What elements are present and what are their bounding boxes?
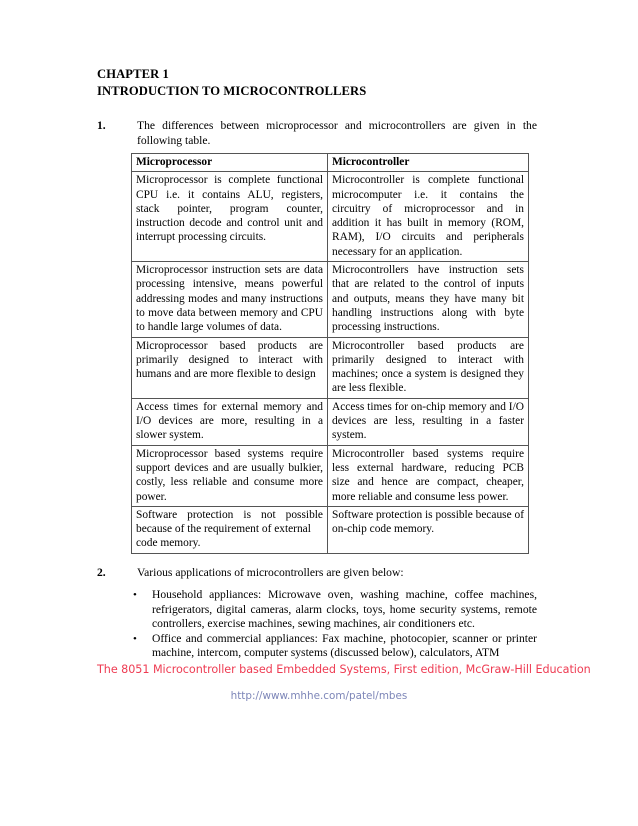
cell-microprocessor: Microprocessor instruction sets are data processing intensive, means powerful addressing modes and many instructions to move data between memory and CPU to handle large volumes of data. — [132, 262, 328, 337]
cell-microprocessor-line2: code memory. — [136, 537, 201, 550]
cell-microcontroller: Access times for on-chip memory and I/O devices are less, resulting in a faster system. — [328, 398, 529, 445]
table-row — [132, 445, 529, 506]
cell-microprocessor-line1: Software protection is not possible because of the requirement of external — [136, 508, 323, 536]
footer-book-reference: The 8051 Microcontroller based Embedded Systems, First edition, McGraw-Hill Education — [97, 663, 591, 676]
chapter-title: INTRODUCTION TO MICROCONTROLLERS — [97, 83, 367, 98]
table-row — [132, 506, 529, 553]
cell-microprocessor — [132, 506, 328, 553]
comparison-table — [131, 153, 529, 554]
question-2-number: 2. — [97, 566, 106, 579]
chapter-label: CHAPTER 1 — [97, 67, 169, 81]
table-row — [132, 262, 529, 337]
question-1-text: The differences between microprocessor and microcontrollers are given in the following table. — [137, 119, 537, 147]
table-header-microprocessor: Microprocessor — [132, 154, 328, 172]
cell-microcontroller: Microcontroller is complete functional microcomputer i.e. it contains the circuitry of microprocessor and in addition it has built in memory (ROM, RAM), I/O circuits and peripherals necessary for an application. — [328, 172, 529, 262]
cell-microprocessor: Microprocessor is complete functional CPU i.e. it contains ALU, registers, stack pointer, program counter, instruction decode and control unit and interrupt processing circuits. — [132, 172, 328, 262]
bullet-icon: • — [133, 632, 137, 645]
page-title — [97, 66, 537, 99]
cell-microcontroller: Microcontroller based systems require less external hardware, reducing PCB size and hence are compact, cheaper, more reliable and consume less power. — [328, 445, 529, 506]
bullet-icon: • — [133, 589, 137, 601]
cell-microcontroller: Microcontrollers have instruction sets that are related to the control of inputs and outputs, means they have many bit handling instructions along with byte processing instructions. — [328, 262, 529, 337]
cell-microprocessor: Microprocessor based products are primarily designed to interact with humans and are more flexible to design — [132, 337, 328, 398]
question-1-number: 1. — [97, 119, 106, 132]
cell-microcontroller: Software protection is possible because of on-chip code memory. — [328, 506, 529, 553]
table-header-microcontroller: Microcontroller — [328, 154, 529, 172]
table-row — [132, 172, 529, 262]
list-item — [133, 588, 537, 632]
list-item-label: Household appliances: Microwave oven, washing machine, coffee machines, refrigerators, digital cameras, alarm clocks, toys, home security systems, remote controllers, exercise machines, sewing machines, air conditioners etc. — [152, 588, 537, 631]
footer-url: http://www.mhhe.com/patel/mbes — [230, 690, 408, 702]
list-item-label: Office and commercial appliances: Fax machine, photocopier, scanner or printer machine, intercom, computer systems (discussed below), calculators, ATM — [152, 631, 537, 660]
applications-list — [133, 588, 537, 661]
cell-microprocessor: Microprocessor based systems require support devices and are usually bulkier, costly, less reliable and consume more power. — [132, 445, 328, 506]
table-header-row — [132, 154, 529, 172]
table-row — [132, 337, 529, 398]
cell-microcontroller: Microcontroller based products are primarily designed to interact with machines; once a system is designed they are less flexible. — [328, 337, 529, 398]
cell-microprocessor: Access times for external memory and I/O devices are more, resulting in a slower system. — [132, 398, 328, 445]
list-item — [133, 632, 537, 661]
question-2-text: Various applications of microcontrollers are given below: — [137, 566, 404, 579]
table-row — [132, 398, 529, 445]
